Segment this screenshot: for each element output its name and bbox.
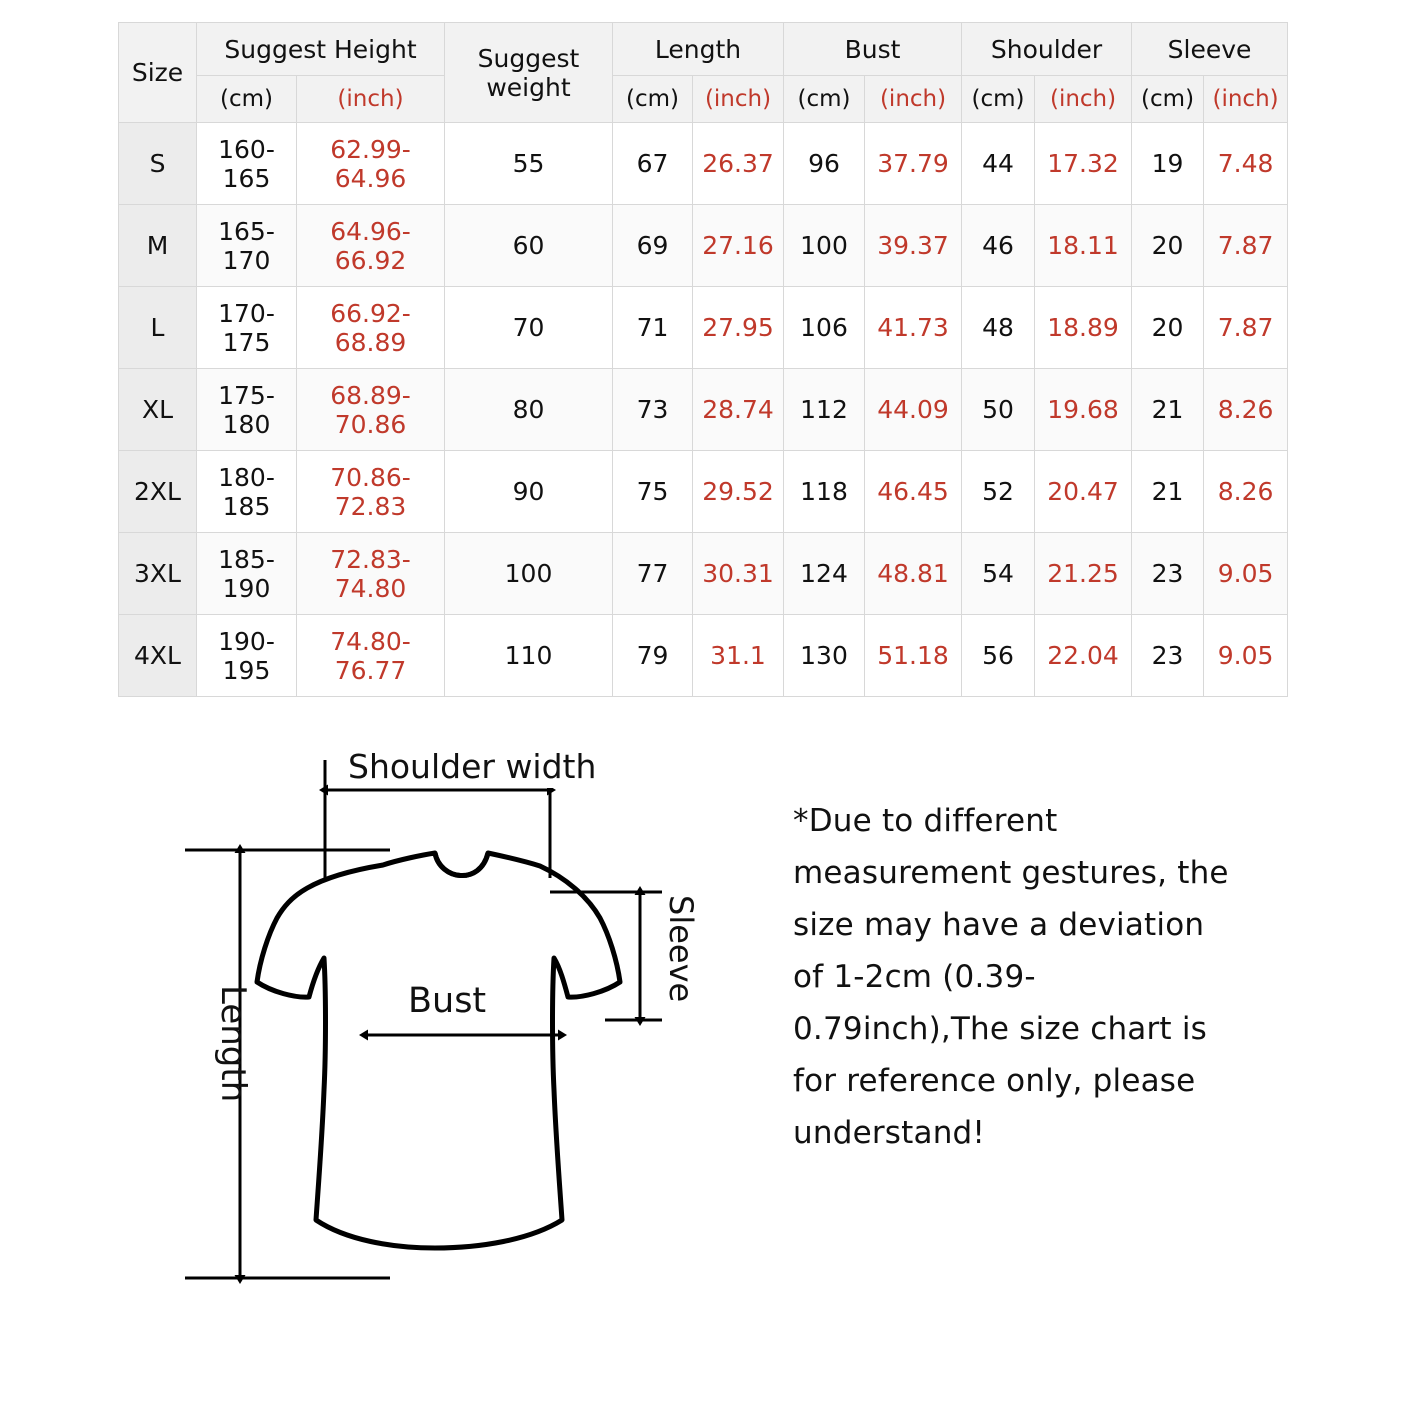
- table-row: [119, 369, 1288, 451]
- cell-sleeve-cm: 20: [1132, 205, 1204, 287]
- table-header-group-row: [119, 23, 1288, 76]
- length-measure: [185, 850, 390, 1278]
- cell-size: 2XL: [119, 451, 197, 533]
- cell-height-inch: 66.92-68.89: [297, 287, 445, 369]
- cell-sleeve-inch: 9.05: [1204, 533, 1288, 615]
- cell-sleeve-cm: 23: [1132, 533, 1204, 615]
- cell-size: XL: [119, 369, 197, 451]
- cell-length-inch: 31.1: [693, 615, 784, 697]
- cell-bust-cm: 106: [784, 287, 865, 369]
- cell-sleeve-cm: 21: [1132, 369, 1204, 451]
- cell-bust-inch: 51.18: [865, 615, 962, 697]
- cell-length-cm: 75: [613, 451, 693, 533]
- cell-bust-inch: 48.81: [865, 533, 962, 615]
- header-suggest-height: Suggest Height: [197, 23, 445, 76]
- cell-weight-kg: 70: [445, 287, 613, 369]
- cell-sleeve-cm: 23: [1132, 615, 1204, 697]
- cell-size: 4XL: [119, 615, 197, 697]
- table-row: [119, 287, 1288, 369]
- cell-shoulder-cm: 46: [962, 205, 1035, 287]
- cell-weight-kg: 110: [445, 615, 613, 697]
- cell-length-inch: 30.31: [693, 533, 784, 615]
- cell-height-inch: 62.99-64.96: [297, 123, 445, 205]
- cell-shoulder-cm: 50: [962, 369, 1035, 451]
- cell-length-cm: 79: [613, 615, 693, 697]
- cell-shoulder-inch: 18.89: [1035, 287, 1132, 369]
- cell-shoulder-cm: 52: [962, 451, 1035, 533]
- cell-shoulder-inch: 20.47: [1035, 451, 1132, 533]
- cell-length-inch: 29.52: [693, 451, 784, 533]
- cell-sleeve-inch: 7.48: [1204, 123, 1288, 205]
- header-size: Size: [119, 23, 197, 123]
- size-chart-table: [118, 22, 1288, 697]
- header-length: Length: [613, 23, 784, 76]
- table-header: [119, 23, 1288, 123]
- cell-bust-inch: 46.45: [865, 451, 962, 533]
- cell-sleeve-inch: 8.26: [1204, 451, 1288, 533]
- cell-bust-cm: 112: [784, 369, 865, 451]
- header-bust-inch: (inch): [865, 76, 962, 123]
- header-shoulder: Shoulder: [962, 23, 1132, 76]
- cell-bust-cm: 118: [784, 451, 865, 533]
- header-sleeve-cm: (cm): [1132, 76, 1204, 123]
- cell-bust-cm: 124: [784, 533, 865, 615]
- header-shoulder-inch: (inch): [1035, 76, 1132, 123]
- header-bust-cm: (cm): [784, 76, 865, 123]
- cell-sleeve-cm: 19: [1132, 123, 1204, 205]
- cell-length-cm: 71: [613, 287, 693, 369]
- cell-height-inch: 74.80-76.77: [297, 615, 445, 697]
- cell-shoulder-cm: 54: [962, 533, 1035, 615]
- cell-weight-kg: 60: [445, 205, 613, 287]
- cell-weight-kg: 55: [445, 123, 613, 205]
- cell-weight-kg: 80: [445, 369, 613, 451]
- cell-height-inch: 68.89-70.86: [297, 369, 445, 451]
- sleeve-measure: [550, 892, 700, 1020]
- tshirt-diagram-svg: [150, 720, 720, 1340]
- cell-length-cm: 67: [613, 123, 693, 205]
- bust-label: Bust: [408, 981, 487, 1021]
- cell-sleeve-inch: 7.87: [1204, 287, 1288, 369]
- cell-sleeve-inch: 9.05: [1204, 615, 1288, 697]
- cell-length-inch: 27.16: [693, 205, 784, 287]
- cell-sleeve-inch: 8.26: [1204, 369, 1288, 451]
- cell-length-cm: 69: [613, 205, 693, 287]
- header-shoulder-cm: (cm): [962, 76, 1035, 123]
- header-height-cm: (cm): [197, 76, 297, 123]
- cell-height-cm: 160-165: [197, 123, 297, 205]
- header-sleeve-inch: (inch): [1204, 76, 1288, 123]
- header-suggest-weight: Suggest weight: [445, 23, 613, 123]
- header-length-inch: (inch): [693, 76, 784, 123]
- table-row: [119, 615, 1288, 697]
- header-bust: Bust: [784, 23, 962, 76]
- cell-length-inch: 28.74: [693, 369, 784, 451]
- cell-height-inch: 72.83-74.80: [297, 533, 445, 615]
- header-height-inch: (inch): [297, 76, 445, 123]
- table-row: [119, 533, 1288, 615]
- tshirt-outline: [257, 853, 620, 1248]
- cell-size: L: [119, 287, 197, 369]
- header-sleeve: Sleeve: [1132, 23, 1288, 76]
- cell-height-cm: 185-190: [197, 533, 297, 615]
- cell-shoulder-inch: 17.32: [1035, 123, 1132, 205]
- cell-bust-inch: 41.73: [865, 287, 962, 369]
- table-row: [119, 451, 1288, 533]
- table-row: [119, 205, 1288, 287]
- cell-height-cm: 180-185: [197, 451, 297, 533]
- cell-bust-cm: 100: [784, 205, 865, 287]
- measurement-disclaimer-note: *Due to different measurement gestures, the size may have a deviation of 1-2cm (0.39-0.79inch),The size chart is for reference only, please understand!: [793, 803, 1229, 1152]
- cell-size: 3XL: [119, 533, 197, 615]
- cell-length-cm: 73: [613, 369, 693, 451]
- cell-height-inch: 64.96-66.92: [297, 205, 445, 287]
- cell-sleeve-cm: 21: [1132, 451, 1204, 533]
- cell-bust-cm: 130: [784, 615, 865, 697]
- cell-shoulder-cm: 56: [962, 615, 1035, 697]
- cell-bust-inch: 44.09: [865, 369, 962, 451]
- cell-shoulder-inch: 19.68: [1035, 369, 1132, 451]
- sleeve-label: Sleeve: [662, 895, 700, 1003]
- cell-shoulder-cm: 44: [962, 123, 1035, 205]
- cell-weight-kg: 100: [445, 533, 613, 615]
- cell-shoulder-inch: 21.25: [1035, 533, 1132, 615]
- cell-shoulder-inch: 18.11: [1035, 205, 1132, 287]
- cell-height-cm: 170-175: [197, 287, 297, 369]
- size-chart-table-container: [118, 22, 1283, 697]
- cell-length-cm: 77: [613, 533, 693, 615]
- header-length-cm: (cm): [613, 76, 693, 123]
- cell-height-cm: 165-170: [197, 205, 297, 287]
- table-header-unit-row: [119, 76, 1288, 123]
- shoulder-width-measure: [325, 746, 596, 878]
- cell-sleeve-cm: 20: [1132, 287, 1204, 369]
- cell-weight-kg: 90: [445, 451, 613, 533]
- table-row: [119, 123, 1288, 205]
- table-body: [119, 123, 1288, 697]
- cell-sleeve-inch: 7.87: [1204, 205, 1288, 287]
- cell-shoulder-cm: 48: [962, 287, 1035, 369]
- cell-size: M: [119, 205, 197, 287]
- cell-bust-cm: 96: [784, 123, 865, 205]
- cell-bust-inch: 37.79: [865, 123, 962, 205]
- length-label: Length: [213, 985, 253, 1103]
- cell-bust-inch: 39.37: [865, 205, 962, 287]
- cell-length-inch: 27.95: [693, 287, 784, 369]
- cell-height-cm: 175-180: [197, 369, 297, 451]
- cell-height-cm: 190-195: [197, 615, 297, 697]
- cell-shoulder-inch: 22.04: [1035, 615, 1132, 697]
- cell-height-inch: 70.86-72.83: [297, 451, 445, 533]
- bust-measure: [368, 978, 558, 1035]
- cell-size: S: [119, 123, 197, 205]
- measurement-diagram: [150, 720, 720, 1340]
- cell-length-inch: 26.37: [693, 123, 784, 205]
- shoulder-width-label: Shoulder width: [348, 747, 597, 786]
